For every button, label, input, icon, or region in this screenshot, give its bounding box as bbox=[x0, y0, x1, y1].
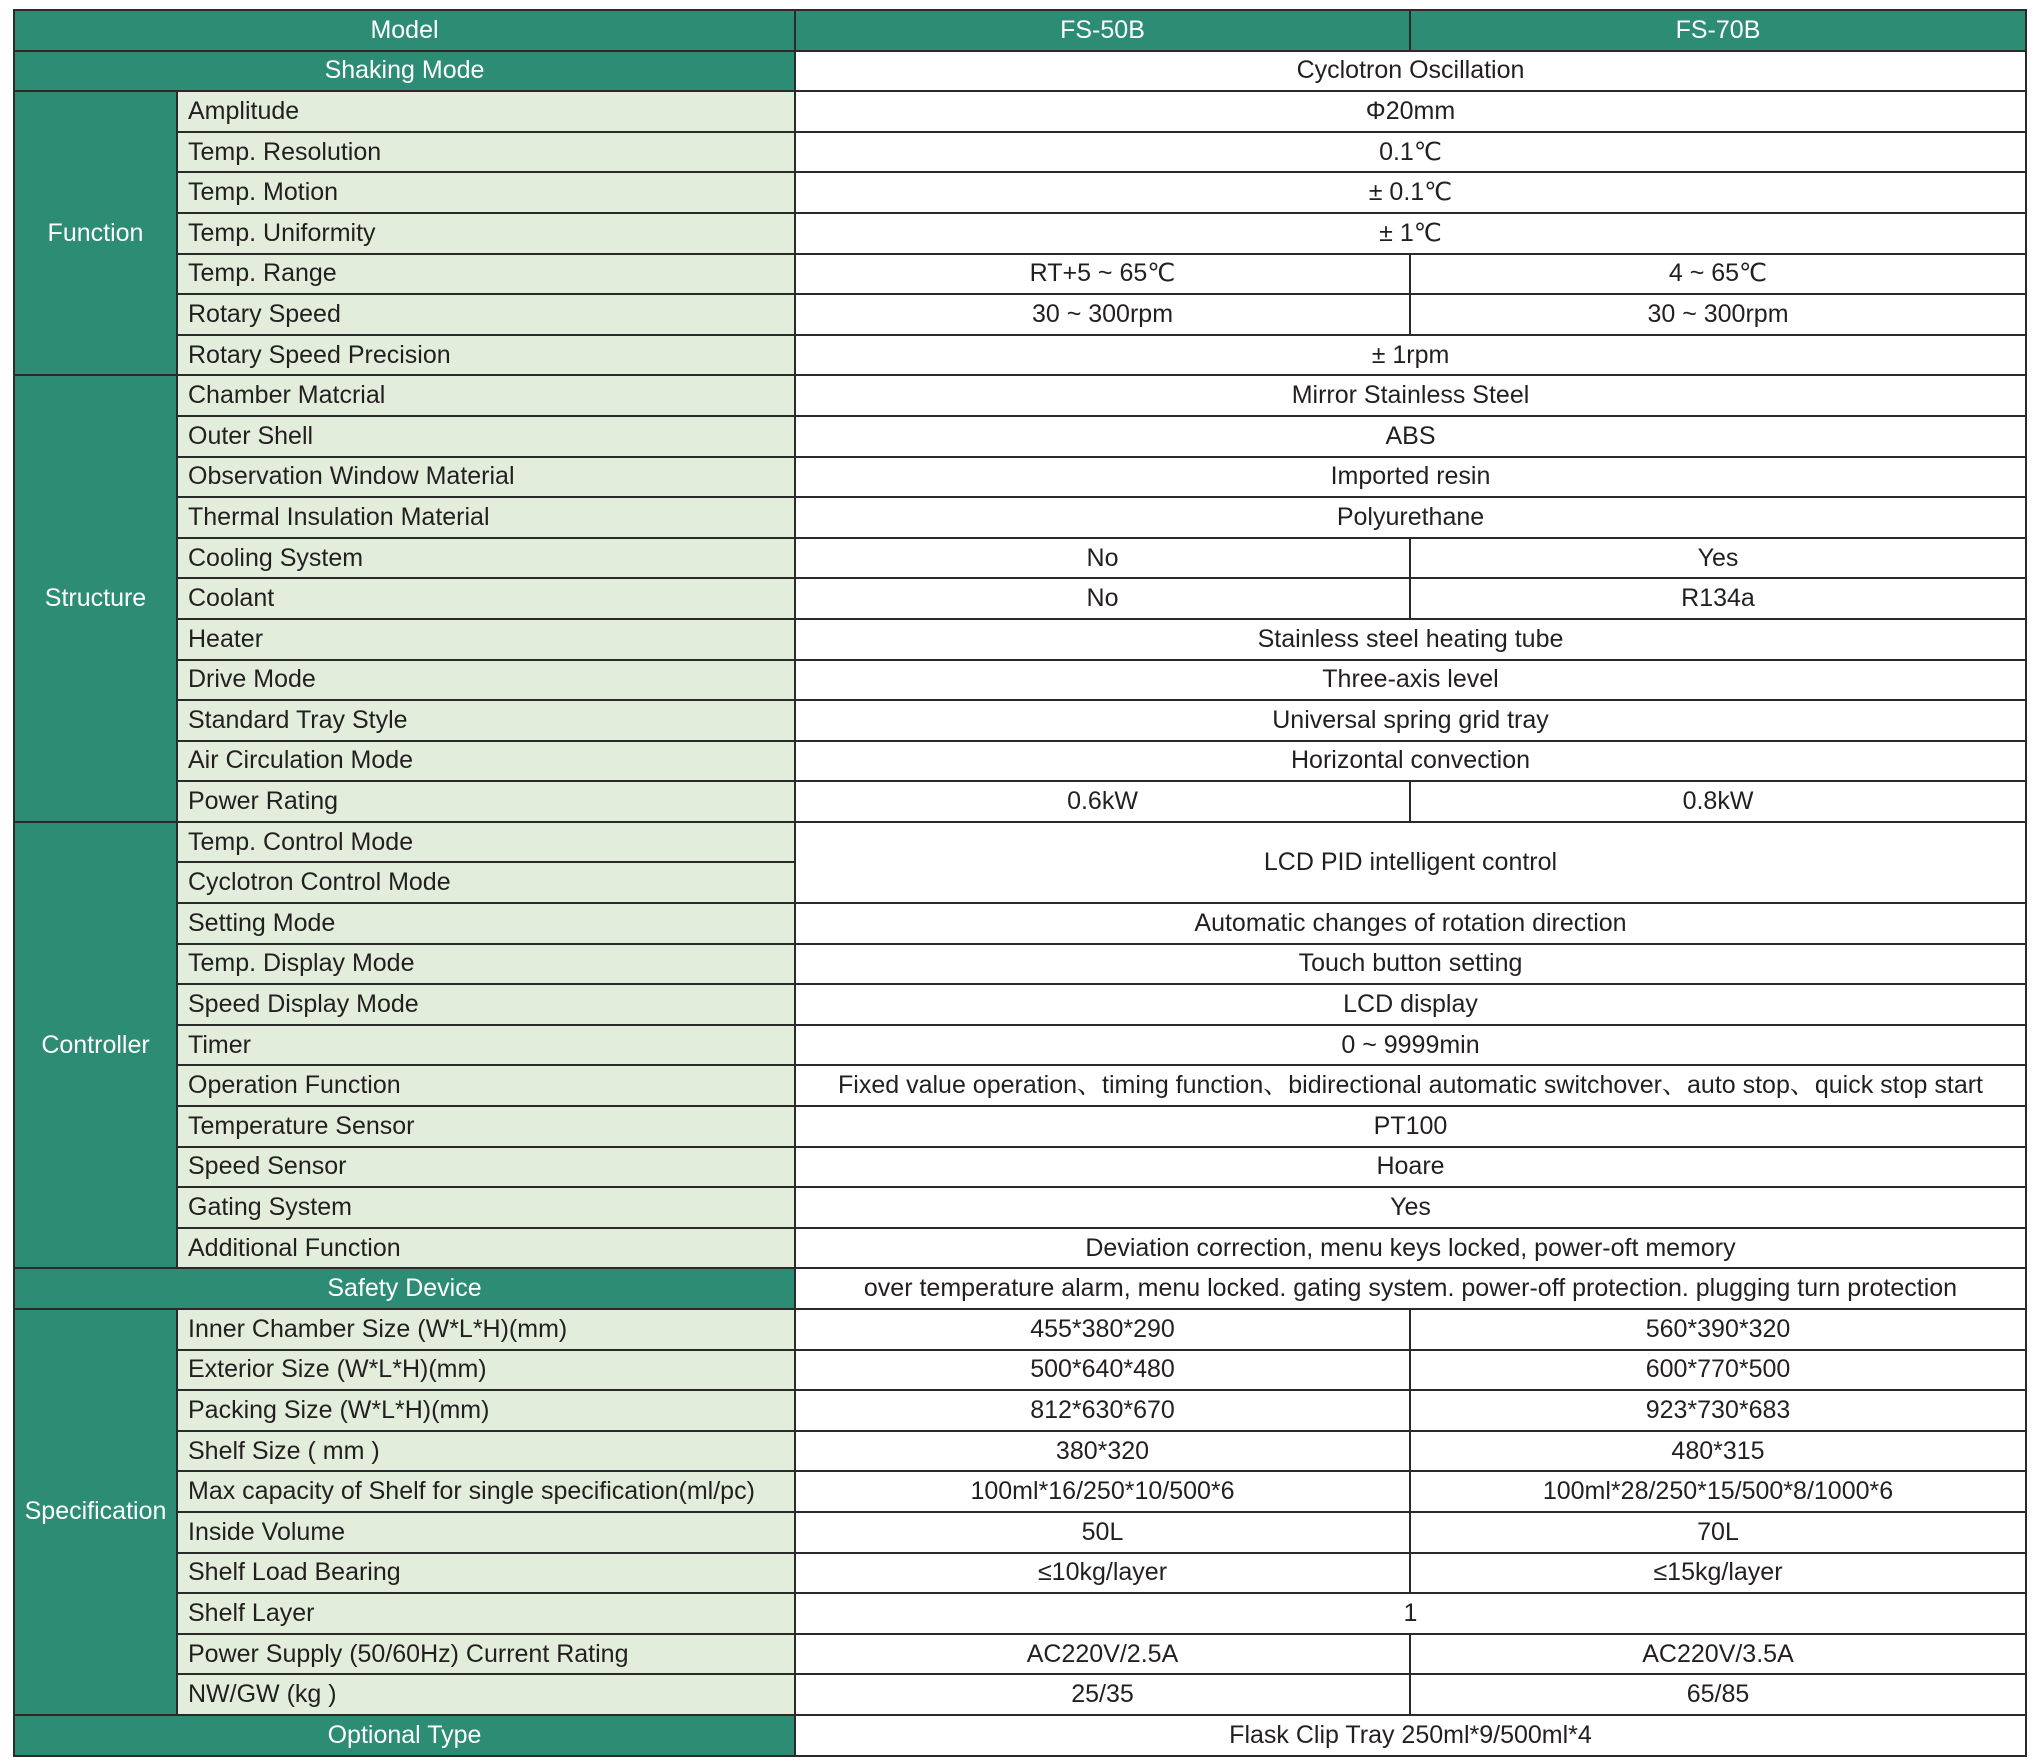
spec-label: Power Supply (50/60Hz) Current Rating bbox=[177, 1634, 795, 1675]
spec-value-fs50b: 0.6kW bbox=[795, 781, 1410, 822]
safety-device-row bbox=[14, 1268, 2026, 1309]
specification-group-label: Specification bbox=[14, 1309, 177, 1715]
spec-row bbox=[14, 1228, 2026, 1269]
spec-label: Cooling System bbox=[177, 538, 795, 579]
spec-label: Standard Tray Style bbox=[177, 700, 795, 741]
spec-value-fs70b: ≤15kg/layer bbox=[1410, 1553, 2026, 1594]
spec-row bbox=[14, 294, 2026, 335]
spec-value-fs50b: AC220V/2.5A bbox=[795, 1634, 1410, 1675]
spec-value-fs50b: 380*320 bbox=[795, 1431, 1410, 1472]
structure-group-label: Structure bbox=[14, 375, 177, 822]
spec-value: Hoare bbox=[795, 1147, 2026, 1188]
spec-row bbox=[14, 1309, 2026, 1350]
spec-label: Packing Size (W*L*H)(mm) bbox=[177, 1390, 795, 1431]
spec-value-fs50b: 50L bbox=[795, 1512, 1410, 1553]
spec-row bbox=[14, 700, 2026, 741]
spec-value: ± 1rpm bbox=[795, 335, 2026, 376]
control-mode-value: LCD PID intelligent control bbox=[795, 822, 2026, 903]
spec-label: Shelf Load Bearing bbox=[177, 1553, 795, 1594]
spec-label: NW/GW (kg ) bbox=[177, 1674, 795, 1715]
spec-value: Horizontal convection bbox=[795, 741, 2026, 782]
spec-row bbox=[14, 984, 2026, 1025]
safety-device-label: Safety Device bbox=[14, 1268, 795, 1309]
spec-row bbox=[14, 254, 2026, 295]
spec-row bbox=[14, 1350, 2026, 1391]
spec-label: Temp. Control Mode bbox=[177, 822, 795, 863]
spec-value-fs50b: 812*630*670 bbox=[795, 1390, 1410, 1431]
spec-value: Stainless steel heating tube bbox=[795, 619, 2026, 660]
spec-row bbox=[14, 1674, 2026, 1715]
spec-row bbox=[14, 416, 2026, 457]
spec-row bbox=[14, 213, 2026, 254]
spec-value: 0.1℃ bbox=[795, 132, 2026, 173]
spec-label: Power Rating bbox=[177, 781, 795, 822]
spec-row bbox=[14, 1431, 2026, 1472]
spec-value: Universal spring grid tray bbox=[795, 700, 2026, 741]
spec-label: Speed Display Mode bbox=[177, 984, 795, 1025]
spec-label: Operation Function bbox=[177, 1065, 795, 1106]
spec-label: Setting Mode bbox=[177, 903, 795, 944]
optional-type-row bbox=[14, 1715, 2026, 1756]
spec-label: Gating System bbox=[177, 1187, 795, 1228]
spec-label: Temp. Resolution bbox=[177, 132, 795, 173]
spec-value-fs70b: 600*770*500 bbox=[1410, 1350, 2026, 1391]
spec-row bbox=[14, 1471, 2026, 1512]
spec-value-fs50b: 455*380*290 bbox=[795, 1309, 1410, 1350]
spec-value-fs70b: R134a bbox=[1410, 578, 2026, 619]
spec-row bbox=[14, 1025, 2026, 1066]
spec-label: Drive Mode bbox=[177, 660, 795, 701]
spec-value: Polyurethane bbox=[795, 497, 2026, 538]
spec-label: Additional Function bbox=[177, 1228, 795, 1269]
spec-value-fs50b: 100ml*16/250*10/500*6 bbox=[795, 1471, 1410, 1512]
spec-label: Temperature Sensor bbox=[177, 1106, 795, 1147]
spec-row bbox=[14, 619, 2026, 660]
spec-value-fs70b: 65/85 bbox=[1410, 1674, 2026, 1715]
spec-row bbox=[14, 457, 2026, 498]
spec-row bbox=[14, 538, 2026, 579]
spec-row bbox=[14, 660, 2026, 701]
spec-value-fs70b: 70L bbox=[1410, 1512, 2026, 1553]
spec-value-fs70b: 4 ~ 65℃ bbox=[1410, 254, 2026, 295]
spec-label: Inner Chamber Size (W*L*H)(mm) bbox=[177, 1309, 795, 1350]
model-fs70b-header: FS-70B bbox=[1410, 10, 2026, 51]
spec-value: PT100 bbox=[795, 1106, 2026, 1147]
function-group-label: Function bbox=[14, 91, 177, 375]
spec-row bbox=[14, 375, 2026, 416]
spec-value: Mirror Stainless Steel bbox=[795, 375, 2026, 416]
spec-label: Speed Sensor bbox=[177, 1147, 795, 1188]
spec-label: Cyclotron Control Mode bbox=[177, 862, 795, 903]
shaking-mode-row bbox=[14, 51, 2026, 92]
spec-label: Amplitude bbox=[177, 91, 795, 132]
spec-value-fs50b: No bbox=[795, 578, 1410, 619]
model-header: Model bbox=[14, 10, 795, 51]
spec-value: Yes bbox=[795, 1187, 2026, 1228]
spec-row bbox=[14, 91, 2026, 132]
spec-row bbox=[14, 1065, 2026, 1106]
spec-value-fs50b: RT+5 ~ 65℃ bbox=[795, 254, 1410, 295]
spec-label: Heater bbox=[177, 619, 795, 660]
spec-value-fs70b: Yes bbox=[1410, 538, 2026, 579]
spec-value: Three-axis level bbox=[795, 660, 2026, 701]
spec-value: ± 1℃ bbox=[795, 213, 2026, 254]
spec-value-fs50b: ≤10kg/layer bbox=[795, 1553, 1410, 1594]
spec-row bbox=[14, 1634, 2026, 1675]
shaking-mode-value: Cyclotron Oscillation bbox=[795, 51, 2026, 92]
spec-row bbox=[14, 1593, 2026, 1634]
spec-row bbox=[14, 822, 2026, 863]
spec-value: Fixed value operation、timing function、bidirectional automatic switchover、auto stop、quick stop start bbox=[795, 1065, 2026, 1106]
spec-row bbox=[14, 903, 2026, 944]
controller-group-label: Controller bbox=[14, 822, 177, 1269]
spec-row bbox=[14, 172, 2026, 213]
safety-device-value: over temperature alarm, menu locked. gating system. power-off protection. plugging turn protection bbox=[795, 1268, 2026, 1309]
spec-label: Temp. Display Mode bbox=[177, 944, 795, 985]
spec-row bbox=[14, 944, 2026, 985]
spec-value: ABS bbox=[795, 416, 2026, 457]
spec-value: ± 0.1℃ bbox=[795, 172, 2026, 213]
spec-value: Touch button setting bbox=[795, 944, 2026, 985]
spec-label: Rotary Speed Precision bbox=[177, 335, 795, 376]
spec-label: Shelf Layer bbox=[177, 1593, 795, 1634]
spec-row bbox=[14, 497, 2026, 538]
spec-value-fs70b: 923*730*683 bbox=[1410, 1390, 2026, 1431]
spec-row bbox=[14, 335, 2026, 376]
spec-label: Max capacity of Shelf for single specification(ml/pc) bbox=[177, 1471, 795, 1512]
spec-label: Temp. Uniformity bbox=[177, 213, 795, 254]
spec-value-fs50b: No bbox=[795, 538, 1410, 579]
model-fs50b-header: FS-50B bbox=[795, 10, 1410, 51]
spec-row bbox=[14, 781, 2026, 822]
spec-value: Deviation correction, menu keys locked, power-oft memory bbox=[795, 1228, 2026, 1269]
spec-value: 1 bbox=[795, 1593, 2026, 1634]
optional-type-label: Optional Type bbox=[14, 1715, 795, 1756]
spec-row bbox=[14, 1512, 2026, 1553]
spec-value-fs70b: AC220V/3.5A bbox=[1410, 1634, 2026, 1675]
spec-row bbox=[14, 1187, 2026, 1228]
spec-row bbox=[14, 1553, 2026, 1594]
optional-type-value: Flask Clip Tray 250ml*9/500ml*4 bbox=[795, 1715, 2026, 1756]
spec-label: Coolant bbox=[177, 578, 795, 619]
spec-row bbox=[14, 1106, 2026, 1147]
spec-value: LCD display bbox=[795, 984, 2026, 1025]
spec-label: Shelf Size ( mm ) bbox=[177, 1431, 795, 1472]
spec-label: Temp. Motion bbox=[177, 172, 795, 213]
spec-row bbox=[14, 132, 2026, 173]
shaking-mode-label: Shaking Mode bbox=[14, 51, 795, 92]
spec-label: Timer bbox=[177, 1025, 795, 1066]
spec-label: Temp. Range bbox=[177, 254, 795, 295]
spec-value-fs70b: 480*315 bbox=[1410, 1431, 2026, 1472]
spec-label: Air Circulation Mode bbox=[177, 741, 795, 782]
spec-value-fs50b: 500*640*480 bbox=[795, 1350, 1410, 1391]
spec-value: Automatic changes of rotation direction bbox=[795, 903, 2026, 944]
spec-label: Inside Volume bbox=[177, 1512, 795, 1553]
spec-value-fs50b: 30 ~ 300rpm bbox=[795, 294, 1410, 335]
spec-label: Observation Window Material bbox=[177, 457, 795, 498]
spec-value-fs50b: 25/35 bbox=[795, 1674, 1410, 1715]
spec-row bbox=[14, 741, 2026, 782]
spec-value-fs70b: 0.8kW bbox=[1410, 781, 2026, 822]
spec-value-fs70b: 30 ~ 300rpm bbox=[1410, 294, 2026, 335]
spec-row bbox=[14, 1390, 2026, 1431]
spec-label: Chamber Matcrial bbox=[177, 375, 795, 416]
spec-value-fs70b: 560*390*320 bbox=[1410, 1309, 2026, 1350]
spec-row bbox=[14, 578, 2026, 619]
header-row bbox=[14, 10, 2026, 51]
spec-value-fs70b: 100ml*28/250*15/500*8/1000*6 bbox=[1410, 1471, 2026, 1512]
spec-label: Exterior Size (W*L*H)(mm) bbox=[177, 1350, 795, 1391]
spec-value: Imported resin bbox=[795, 457, 2026, 498]
spec-label: Outer Shell bbox=[177, 416, 795, 457]
spec-label: Thermal Insulation Material bbox=[177, 497, 795, 538]
spec-table-body bbox=[14, 10, 2026, 1756]
spec-label: Rotary Speed bbox=[177, 294, 795, 335]
spec-value: Φ20mm bbox=[795, 91, 2026, 132]
spec-value: 0 ~ 9999min bbox=[795, 1025, 2026, 1066]
spec-row bbox=[14, 1147, 2026, 1188]
spec-table bbox=[13, 9, 2027, 1757]
